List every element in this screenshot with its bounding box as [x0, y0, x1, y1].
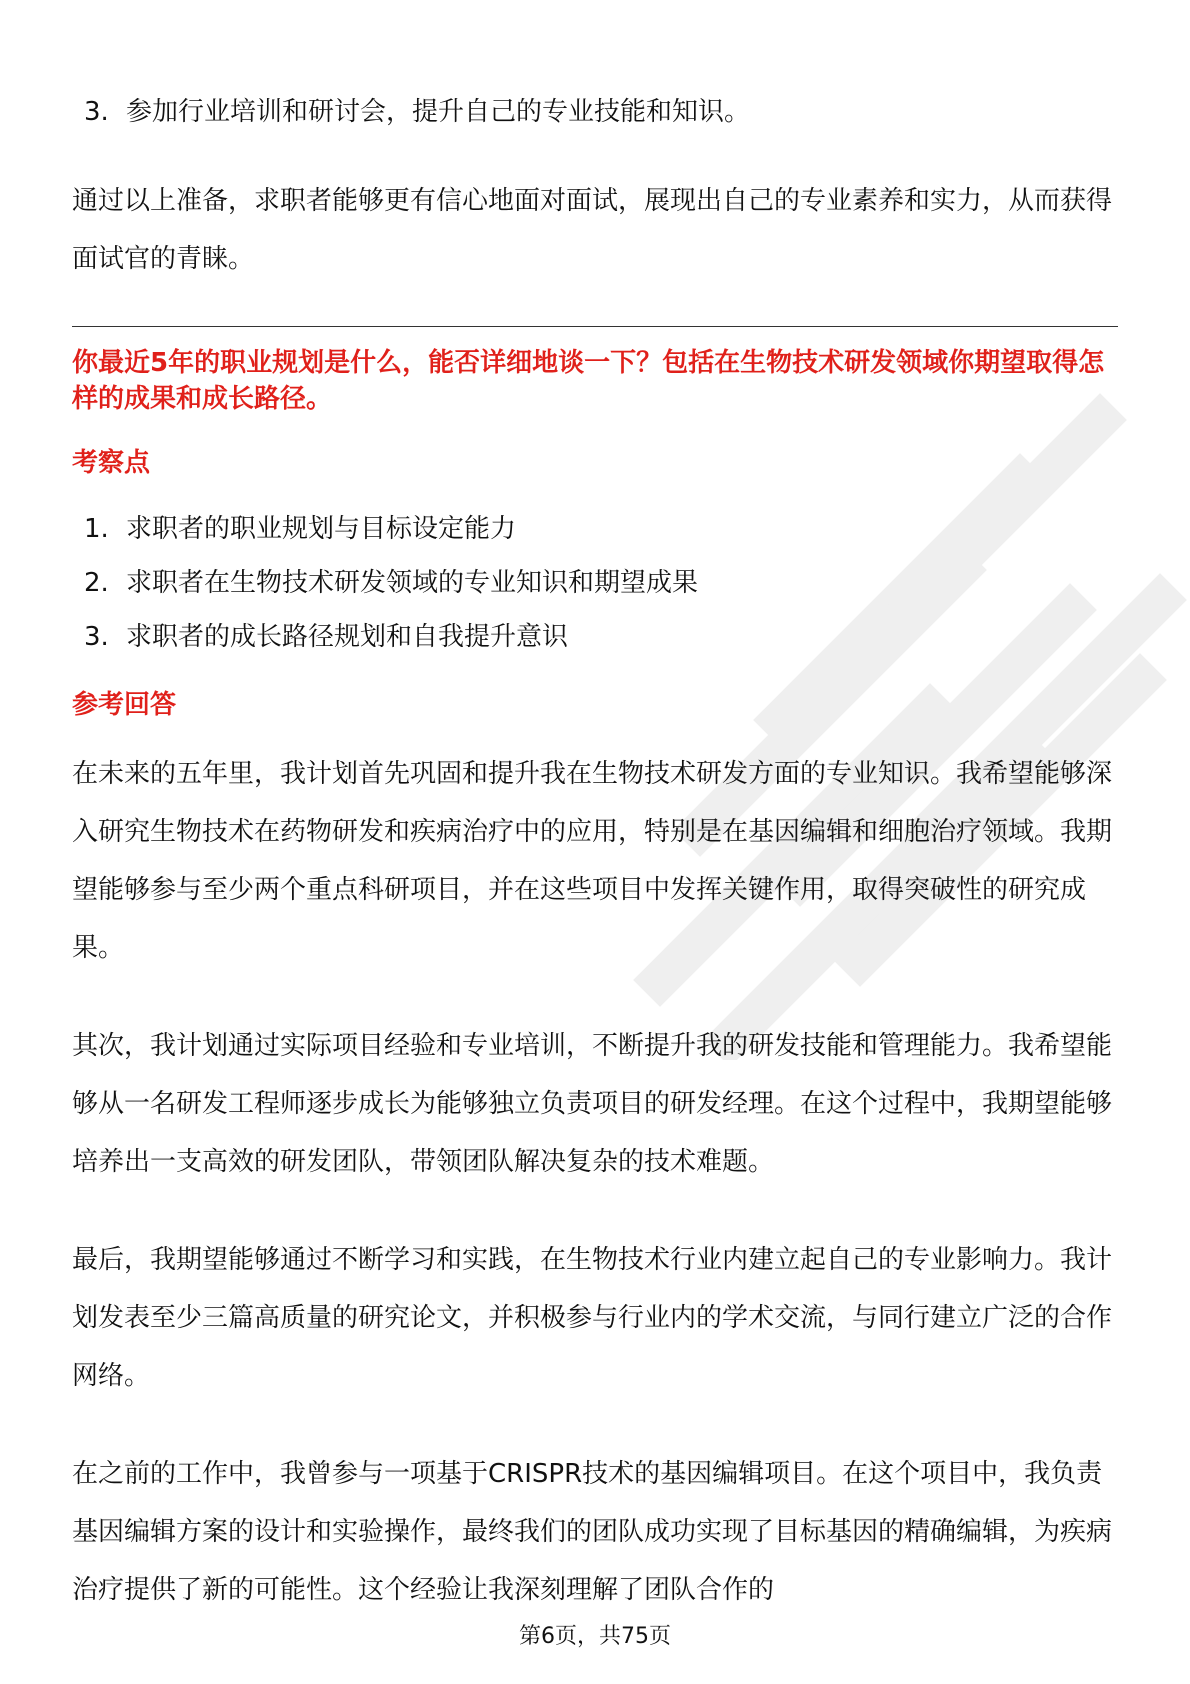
list-text: 求职者的成长路径规划和自我提升意识	[126, 622, 569, 652]
question-heading: 你最近5年的职业规划是什么，能否详细地谈一下？包括在生物技术研发领域你期望取得怎样的成果和成长路径。	[72, 348, 1105, 414]
answer-paragraph: 在未来的五年里，我计划首先巩固和提升我在生物技术研发方面的专业知识。我希望能够深入研究生物技术在药物研发和疾病治疗中的应用，特别是在基因编辑和细胞治疗领域。我期望能够参与至少两个重点科研项目，并在这些项目中发挥关键作用，取得突破性的研究成果。	[72, 759, 1113, 963]
exam-points-list	[72, 511, 1118, 655]
section-divider	[72, 326, 1118, 327]
intro-conclusion-paragraph: 通过以上准备，求职者能够更有信心地面对面试，展现出自己的专业素养和实力，从而获得面试官的青睐。	[72, 186, 1113, 274]
page-content	[72, 92, 1118, 1619]
list-text: 求职者的职业规划与目标设定能力	[126, 514, 517, 544]
list-text: 求职者在生物技术研发领域的专业知识和期望成果	[126, 568, 699, 598]
list-number: 2.	[84, 568, 109, 598]
list-number: 1.	[84, 514, 109, 544]
answer-paragraph: 在之前的工作中，我曾参与一项基于CRISPR技术的基因编辑项目。在这个项目中，我负责基因编辑方案的设计和实验操作，最终我们的团队成功实现了目标基因的精确编辑，为疾病治疗提供了新的可能性。这个经验让我深刻理解了团队合作的	[72, 1459, 1113, 1605]
list-number: 3.	[84, 622, 109, 652]
answer-paragraph: 其次，我计划通过实际项目经验和专业培训，不断提升我的研发技能和管理能力。我希望能够从一名研发工程师逐步成长为能够独立负责项目的研发经理。在这个过程中，我期望能够培养出一支高效的研发团队，带领团队解决复杂的技术难题。	[72, 1031, 1113, 1177]
list-text: 参加行业培训和研讨会，提升自己的专业技能和知识。	[126, 97, 751, 127]
list-number: 3.	[84, 97, 109, 127]
list-item	[84, 511, 1118, 547]
list-item	[84, 619, 1118, 655]
reference-answer-title: 参考回答	[72, 690, 177, 720]
list-item	[84, 94, 1118, 130]
top-list	[72, 94, 1118, 130]
answer-paragraph: 最后，我期望能够通过不断学习和实践，在生物技术行业内建立起自己的专业影响力。我计划发表至少三篇高质量的研究论文，并积极参与行业内的学术交流，与同行建立广泛的合作网络。	[72, 1245, 1113, 1391]
page-footer: 第6页，共75页	[519, 1624, 671, 1649]
exam-points-title: 考察点	[72, 448, 151, 478]
list-item	[84, 565, 1118, 601]
